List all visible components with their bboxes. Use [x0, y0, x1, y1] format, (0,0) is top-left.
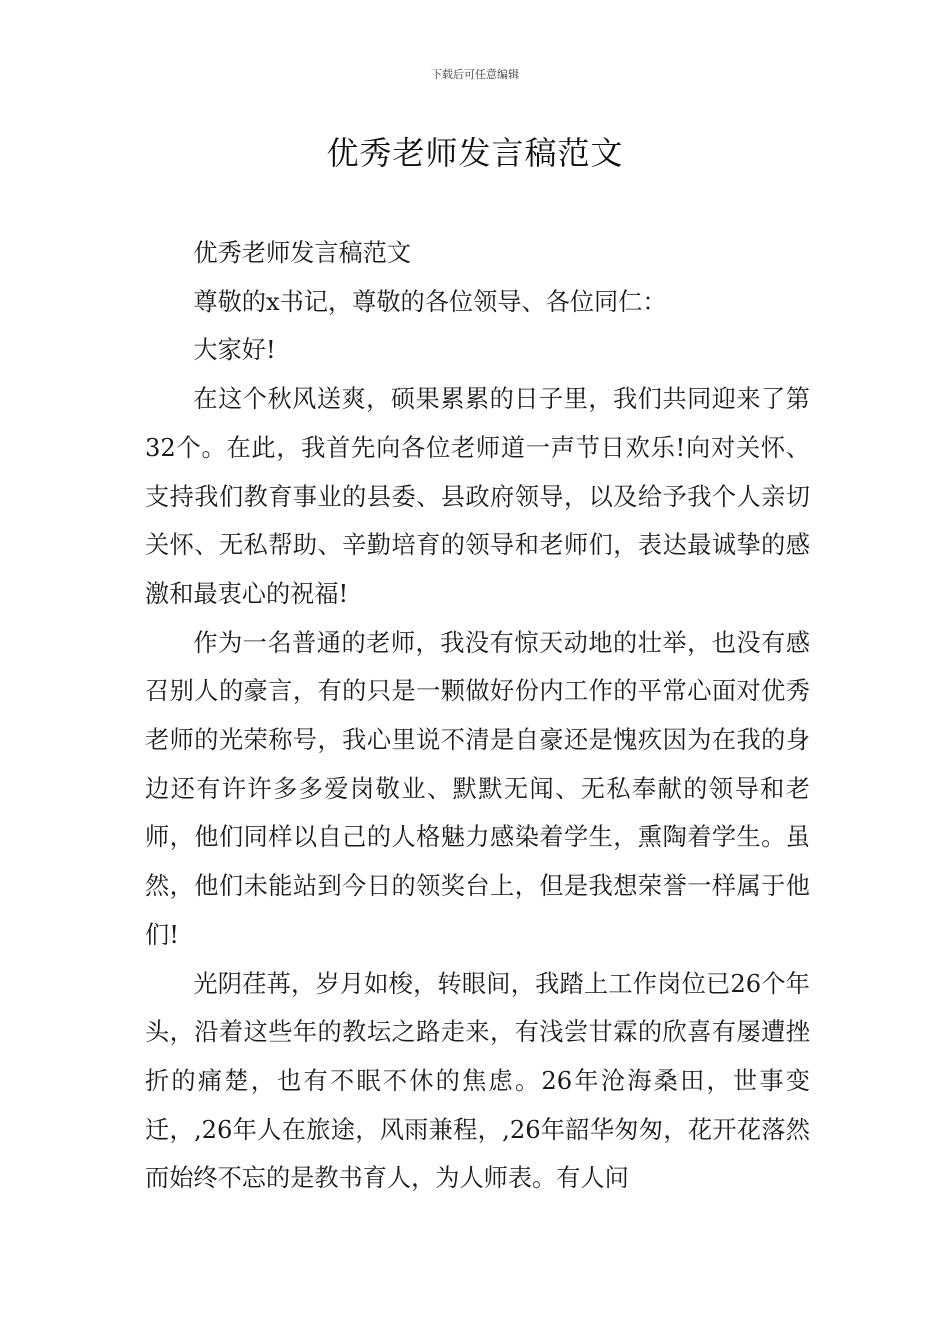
- paragraph-body-3: 光阴荏苒，岁月如梭，转眼间，我踏上工作岗位已26个年头，沿着这些年的教坛之路走来，有浅尝甘霖的欣喜有屡遭挫折的痛楚，也有不眠不休的焦虑。26年沧海桑田，世事变迁，,26年人在旅途，风雨兼程，,26年韶华匆匆，花开花落然而始终不忘的是教书育人，为人师表。有人问: [145, 969, 810, 1193]
- paragraph-body-1: 在这个秋风送爽，硕果累累的日子里，我们共同迎来了第32个。在此，我首先向各位老师道一声节日欢乐!向对关怀、支持我们教育事业的县委、县政府领导，以及给予我个人亲切关怀、无私帮助、辛勤培育的领导和老师们，表达最诚挚的感激和最衷心的祝福!: [145, 385, 810, 608]
- paragraph-greeting: 大家好!: [193, 336, 276, 365]
- document-title: 优秀老师发言稿范文: [326, 134, 624, 172]
- paragraph-salutation: 尊敬的x书记，尊敬的各位领导、各位同仁：: [193, 287, 667, 316]
- paragraph-body-2: 作为一名普通的老师，我没有惊天动地的壮举，也没有感召别人的豪言，有的只是一颗做好份内工作的平常心面对优秀老师的光荣称号，我心里说不清是自豪还是愧疚因为在我的身边还有许许多多爱岗敬业、默默无闻、无私奉献的领导和老师，他们同样以自己的人格魅力感染着学生，熏陶着学生。虽然，他们未能站到今日的领奖台上，但是我想荣誉一样属于他们!: [145, 628, 810, 949]
- document-body: [145, 229, 810, 1203]
- header-note: 下载后可任意编辑: [431, 68, 519, 81]
- paragraph-subtitle: 优秀老师发言稿范文: [193, 239, 412, 267]
